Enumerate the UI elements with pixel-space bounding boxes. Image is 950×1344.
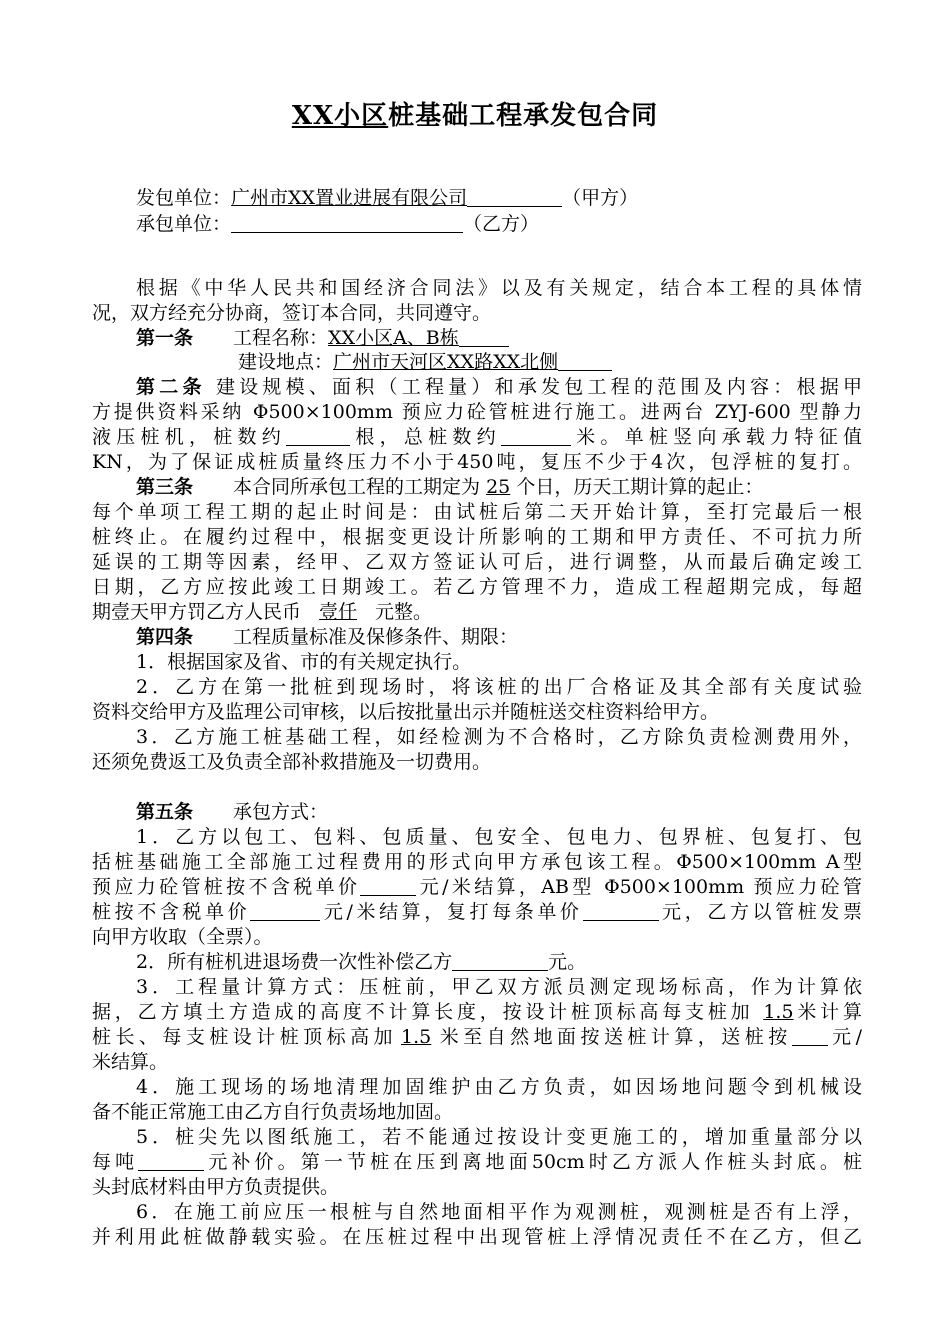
extra-length-2: 1.5 [401, 1026, 432, 1048]
art3-line-1 [136, 475, 862, 499]
unit-price-ab-blank [250, 902, 320, 921]
unit-price-a-blank [360, 877, 416, 896]
art2-text-3c: 米。单桩竖向承载力特征值 [570, 426, 862, 448]
preamble-line-2: 况，双方经充分协商，签订本合同，共同遵守。 [92, 302, 492, 324]
art5-heading-line [136, 800, 862, 824]
sending-pile-price-blank [792, 1027, 828, 1046]
art5-text-p2b: 元。 [548, 951, 587, 973]
employer-blank [467, 188, 562, 207]
art5-text-p5b2: 元补价。第一节桩在压到离地面50cm时乙方派人作桩头封底。桩 [204, 1151, 862, 1173]
extra-length-1: 1.5 [763, 1001, 794, 1023]
art1-name-line [136, 326, 862, 350]
art5-label: 第五条 [136, 801, 194, 823]
weight-price-blank [138, 1152, 204, 1171]
art4-item-2a: 2．乙方在第一批桩到现场时，将该桩的出厂合格证及其全部有关度试验 [136, 676, 862, 698]
art2-line-1 [136, 375, 862, 399]
art5-p6-line-2: 并利用此桩做静载实验。在压桩过程中出现管桩上浮情况责任不在乙方，但乙 [92, 1226, 862, 1248]
pile-count-blank [286, 427, 350, 446]
art3-text-6a: 期壹天甲方罚乙方人民币 [92, 601, 302, 623]
art5-p3-line-2 [92, 1000, 862, 1024]
art5-p2 [136, 950, 862, 974]
art5-text-p3c2: 米至自然地面按送桩计算，送桩按 [435, 1026, 792, 1048]
art5-p1-line-5: 向甲方收取（全票）。 [92, 926, 273, 948]
art5-p3-line-4: 米结算。 [92, 1051, 169, 1073]
art5-p1-line-1: 1．乙方以包工、包料、包质量、包安全、包电力、包界桩、包复打、包 [136, 826, 862, 848]
art3-line-5: 日期，乙方应按此竣工日期竣工。若乙方管理不力，造成工程超期完成，每超 [92, 576, 862, 598]
art5-p4-line-2: 备不能正常施工由乙方自行负责场地加固。 [92, 1101, 454, 1123]
art4-heading-line [136, 625, 862, 649]
art5-p1-line-2: 括桩基础施工全部施工过程费用的形式向甲方承包该工程。Φ500×100mm A型 [92, 851, 862, 873]
art5-heading: 承包方式： [233, 801, 329, 823]
art5-text-p3c3: 元/ [827, 1026, 862, 1048]
contractor-blank [231, 214, 463, 233]
employer-role: （甲方） [562, 187, 639, 209]
art5-text-p1d2: 元/米结算，复打每条单价 [320, 901, 583, 923]
art1-label: 第一条 [136, 327, 194, 349]
art4-heading: 工程质量标准及保修条件、期限： [233, 626, 519, 648]
art1-name-label: 工程名称： [233, 327, 329, 349]
art5-p6-line-1: 6．在施工前应压一根桩与自然地面相平作为观测桩，观测桩是否有上浮， [136, 1201, 862, 1223]
art2-text-1: 建设规模、面积（工程量）和承发包工程的范围及内容：根据甲 [215, 376, 862, 398]
art3-text-1a: 本合同所承包工程的工期定为 [233, 476, 481, 498]
art2-line-2: 方提供资料采纳 Φ500×100mm 预应力砼管桩进行施工。进两台 ZYJ-600 型静力 [92, 401, 862, 423]
redrive-price-blank [583, 902, 659, 921]
art5-text-p2a: 2．所有桩机进退场费一次性补偿乙方 [136, 951, 453, 973]
art5-text-p3c1: 桩长、每支桩设计桩顶标高加 [92, 1026, 398, 1048]
art3-label: 第三条 [136, 476, 194, 498]
art5-text-p1d3: 元，乙方以管桩发票 [658, 901, 862, 923]
employer-line [136, 186, 862, 210]
art2-text-3b: 根，总桩数约 [350, 426, 501, 448]
art1-site-value: 广州市天河区XX路XX北侧 [333, 351, 559, 373]
penalty-amount: 壹仟 [319, 601, 358, 623]
art3-text-6b: 元整。 [375, 601, 433, 623]
preamble-line-1: 根据《中华人民共和国经济合同法》以及有关规定，结合本工程的具体情 [136, 277, 862, 299]
art1-name-value: XX小区A、B栋 [328, 327, 459, 349]
art5-text-p1d1: 桩按不含税单价 [92, 901, 251, 923]
contractor-label: 承包单位： [136, 213, 232, 235]
art1-site-line [238, 350, 838, 374]
art1-site-blank [558, 352, 612, 371]
art5-p1-line-3 [92, 875, 862, 899]
art5-text-p1c2: 元/米结算，AB型 Φ500×100mm 预应力砼管 [416, 876, 862, 898]
art5-p5-line-2 [92, 1150, 862, 1174]
art5-text-p5b1: 每吨 [92, 1151, 139, 1173]
art5-p3-line-1: 3．工程量计算方式：压桩前，甲乙双方派员测定现场标高，作为计算依 [136, 976, 862, 998]
art3-line-6 [92, 600, 862, 624]
art4-item-3b: 还须免费返工及负责全部补救措施及一切费用。 [92, 751, 492, 773]
art2-line-4: KN，为了保证成桩质量终压力不小于450吨，复压不少于4次，包浮桩的复打。 [92, 451, 862, 473]
art5-p4-line-1: 4．施工现场的场地清理加固维护由乙方负责，如因场地问题令到机械设 [136, 1076, 862, 1098]
art2-label: 第二条 [136, 376, 206, 398]
art3-line-2: 每个单项工程工期的起止时间是：由试桩后第二天开始计算，至打完最后一根 [92, 501, 862, 523]
art4-item-2b: 资料交给甲方及监理公司审核，以后按批量出示并随桩送交柱资料给甲方。 [92, 701, 720, 723]
art5-p5-line-3: 头封底材料由甲方负责提供。 [92, 1176, 340, 1198]
contractor-line [136, 212, 862, 236]
title-project-name: XX小区 [291, 101, 389, 131]
art1-name-blank [459, 328, 509, 347]
art5-text-p3b2: 米计算 [793, 1001, 862, 1023]
contractor-role: （乙方） [463, 213, 540, 235]
art2-line-3 [92, 425, 862, 449]
art4-label: 第四条 [136, 626, 194, 648]
art1-site-label: 建设地点： [238, 351, 334, 373]
document-title [0, 95, 950, 132]
art3-text-1b: 个日，历天工期计算的起止： [516, 476, 764, 498]
employer-name: 广州市XX置业进展有限公司 [231, 187, 468, 209]
pile-length-blank [501, 427, 571, 446]
art3-line-3: 桩终止。在履约过程中，根据变更设计所影响的工期和甲方责任、不可抗力所 [92, 526, 862, 548]
art5-p1-line-4 [92, 900, 862, 924]
art2-text-3a: 液压桩机，桩数约 [92, 426, 287, 448]
art5-p5-line-1: 5．桩尖先以图纸施工，若不能通过按设计变更施工的，增加重量部分以 [136, 1126, 862, 1148]
employer-label: 发包单位： [136, 187, 232, 209]
art5-text-p1c1: 预应力砼管桩按不含税单价 [92, 876, 361, 898]
mobilization-fee-blank [452, 952, 548, 971]
art4-item-3a: 3．乙方施工桩基础工程，如经检测为不合格时，乙方除负责检测费用外， [136, 726, 862, 748]
art5-text-p3b1: 据，乙方填土方造成的高度不计算长度，按设计桩顶标高每支桩加 [92, 1001, 754, 1023]
art4-item-1: 1．根据国家及省、市的有关规定执行。 [136, 651, 472, 673]
duration-days: 25 [486, 476, 511, 498]
art5-p3-line-3 [92, 1025, 862, 1049]
title-text: 桩基础工程承发包合同 [388, 101, 659, 131]
art3-line-4: 延误的工期等因素，经甲、乙双方签证认可后，进行调整，从而最后确定竣工 [92, 551, 862, 573]
